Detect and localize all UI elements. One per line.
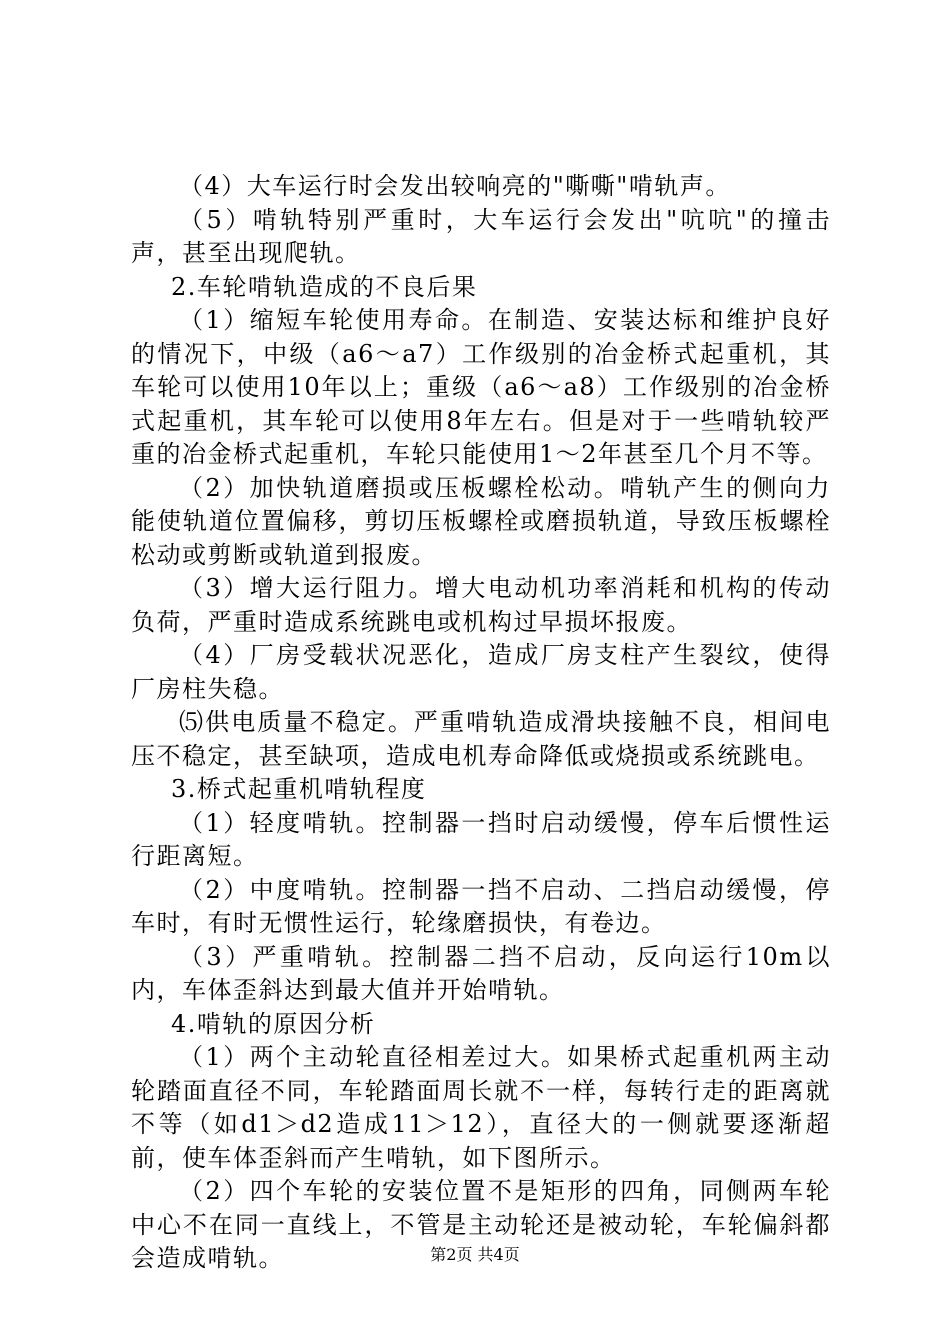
section-heading-degree: 3.桥式起重机啃轨程度 xyxy=(171,775,427,803)
paragraph-light-gnawing: （1）轻度啃轨。控制器一挡时启动缓慢，停车后惯性运行距离短。 xyxy=(131,808,831,870)
paragraph-wheel-position: （2）四个车轮的安装位置不是矩形的四角，同侧两车轮中心不在同一直线上，不管是主动轮还是被动轮，车轮偏斜都会造成啃轨。 xyxy=(131,1177,831,1272)
paragraph-wheel-diameter: （1）两个主动轮直径相差过大。如果桥式起重机两主动轮踏面直径不同，车轮踏面周长就不一样，每转行走的距离就不等（如d1＞d2造成11＞12），直径大的一侧就要逐渐超前，使车体歪斜而产生啃轨，如下图所示。 xyxy=(131,1043,831,1172)
page-footer: 第2页 共4页 xyxy=(430,1245,520,1264)
paragraph-rail-wear: （2）加快轨道磨损或压板螺栓松动。啃轨产生的侧向力能使轨道位置偏移，剪切压板螺栓或磨损轨道，导致压板螺栓松动或剪断或轨道到报废。 xyxy=(131,473,831,569)
paragraph-5-severe-noise: （5）啃轨特别严重时，大车运行会发出"吭吭"的撞击声，甚至出现爬轨。 xyxy=(131,205,831,267)
paragraph-medium-gnawing: （2）中度啃轨。控制器一挡不启动、二挡启动缓慢，停车时，有时无惯性运行，轮缘磨损快，有卷边。 xyxy=(131,875,831,937)
paragraph-severe-gnawing: （3）严重啃轨。控制器二挡不启动，反向运行10m以内，车体歪斜达到最大值并开始啃轨。 xyxy=(131,942,831,1004)
paragraph-4-noise: （4）大车运行时会发出较响亮的"嘶嘶"啃轨声。 xyxy=(179,172,731,200)
paragraph-wheel-life: （1）缩短车轮使用寿命。在制造、安装达标和维护良好的情况下，中级（a6～a7）工作级别的冶金桥式起重机，其车轮可以使用10年以上；重级（a6～a8）工作级别的冶金桥式起重机，其车轮可以使用8年左右。但是对于一些啃轨较严重的冶金桥式起重机，车轮只能使用1～2年甚至几个月不等。 xyxy=(131,306,831,468)
document-body xyxy=(131,170,831,1276)
paragraph-building-load: （4）厂房受载状况恶化，造成厂房支柱产生裂纹，使得厂房柱失稳。 xyxy=(131,641,831,703)
paragraph-power-supply: ⑸供电质量不稳定。严重啃轨造成滑块接触不良，相间电压不稳定，甚至缺项，造成电机寿命降低或烧损或系统跳电。 xyxy=(131,708,831,770)
paragraph-resistance: （3）增大运行阻力。增大电动机功率消耗和机构的传动负荷，严重时造成系统跳电或机构过早损坏报废。 xyxy=(131,574,831,636)
section-heading-consequences: 2.车轮啃轨造成的不良后果 xyxy=(171,272,478,301)
section-heading-causes: 4.啃轨的原因分析 xyxy=(171,1009,376,1038)
